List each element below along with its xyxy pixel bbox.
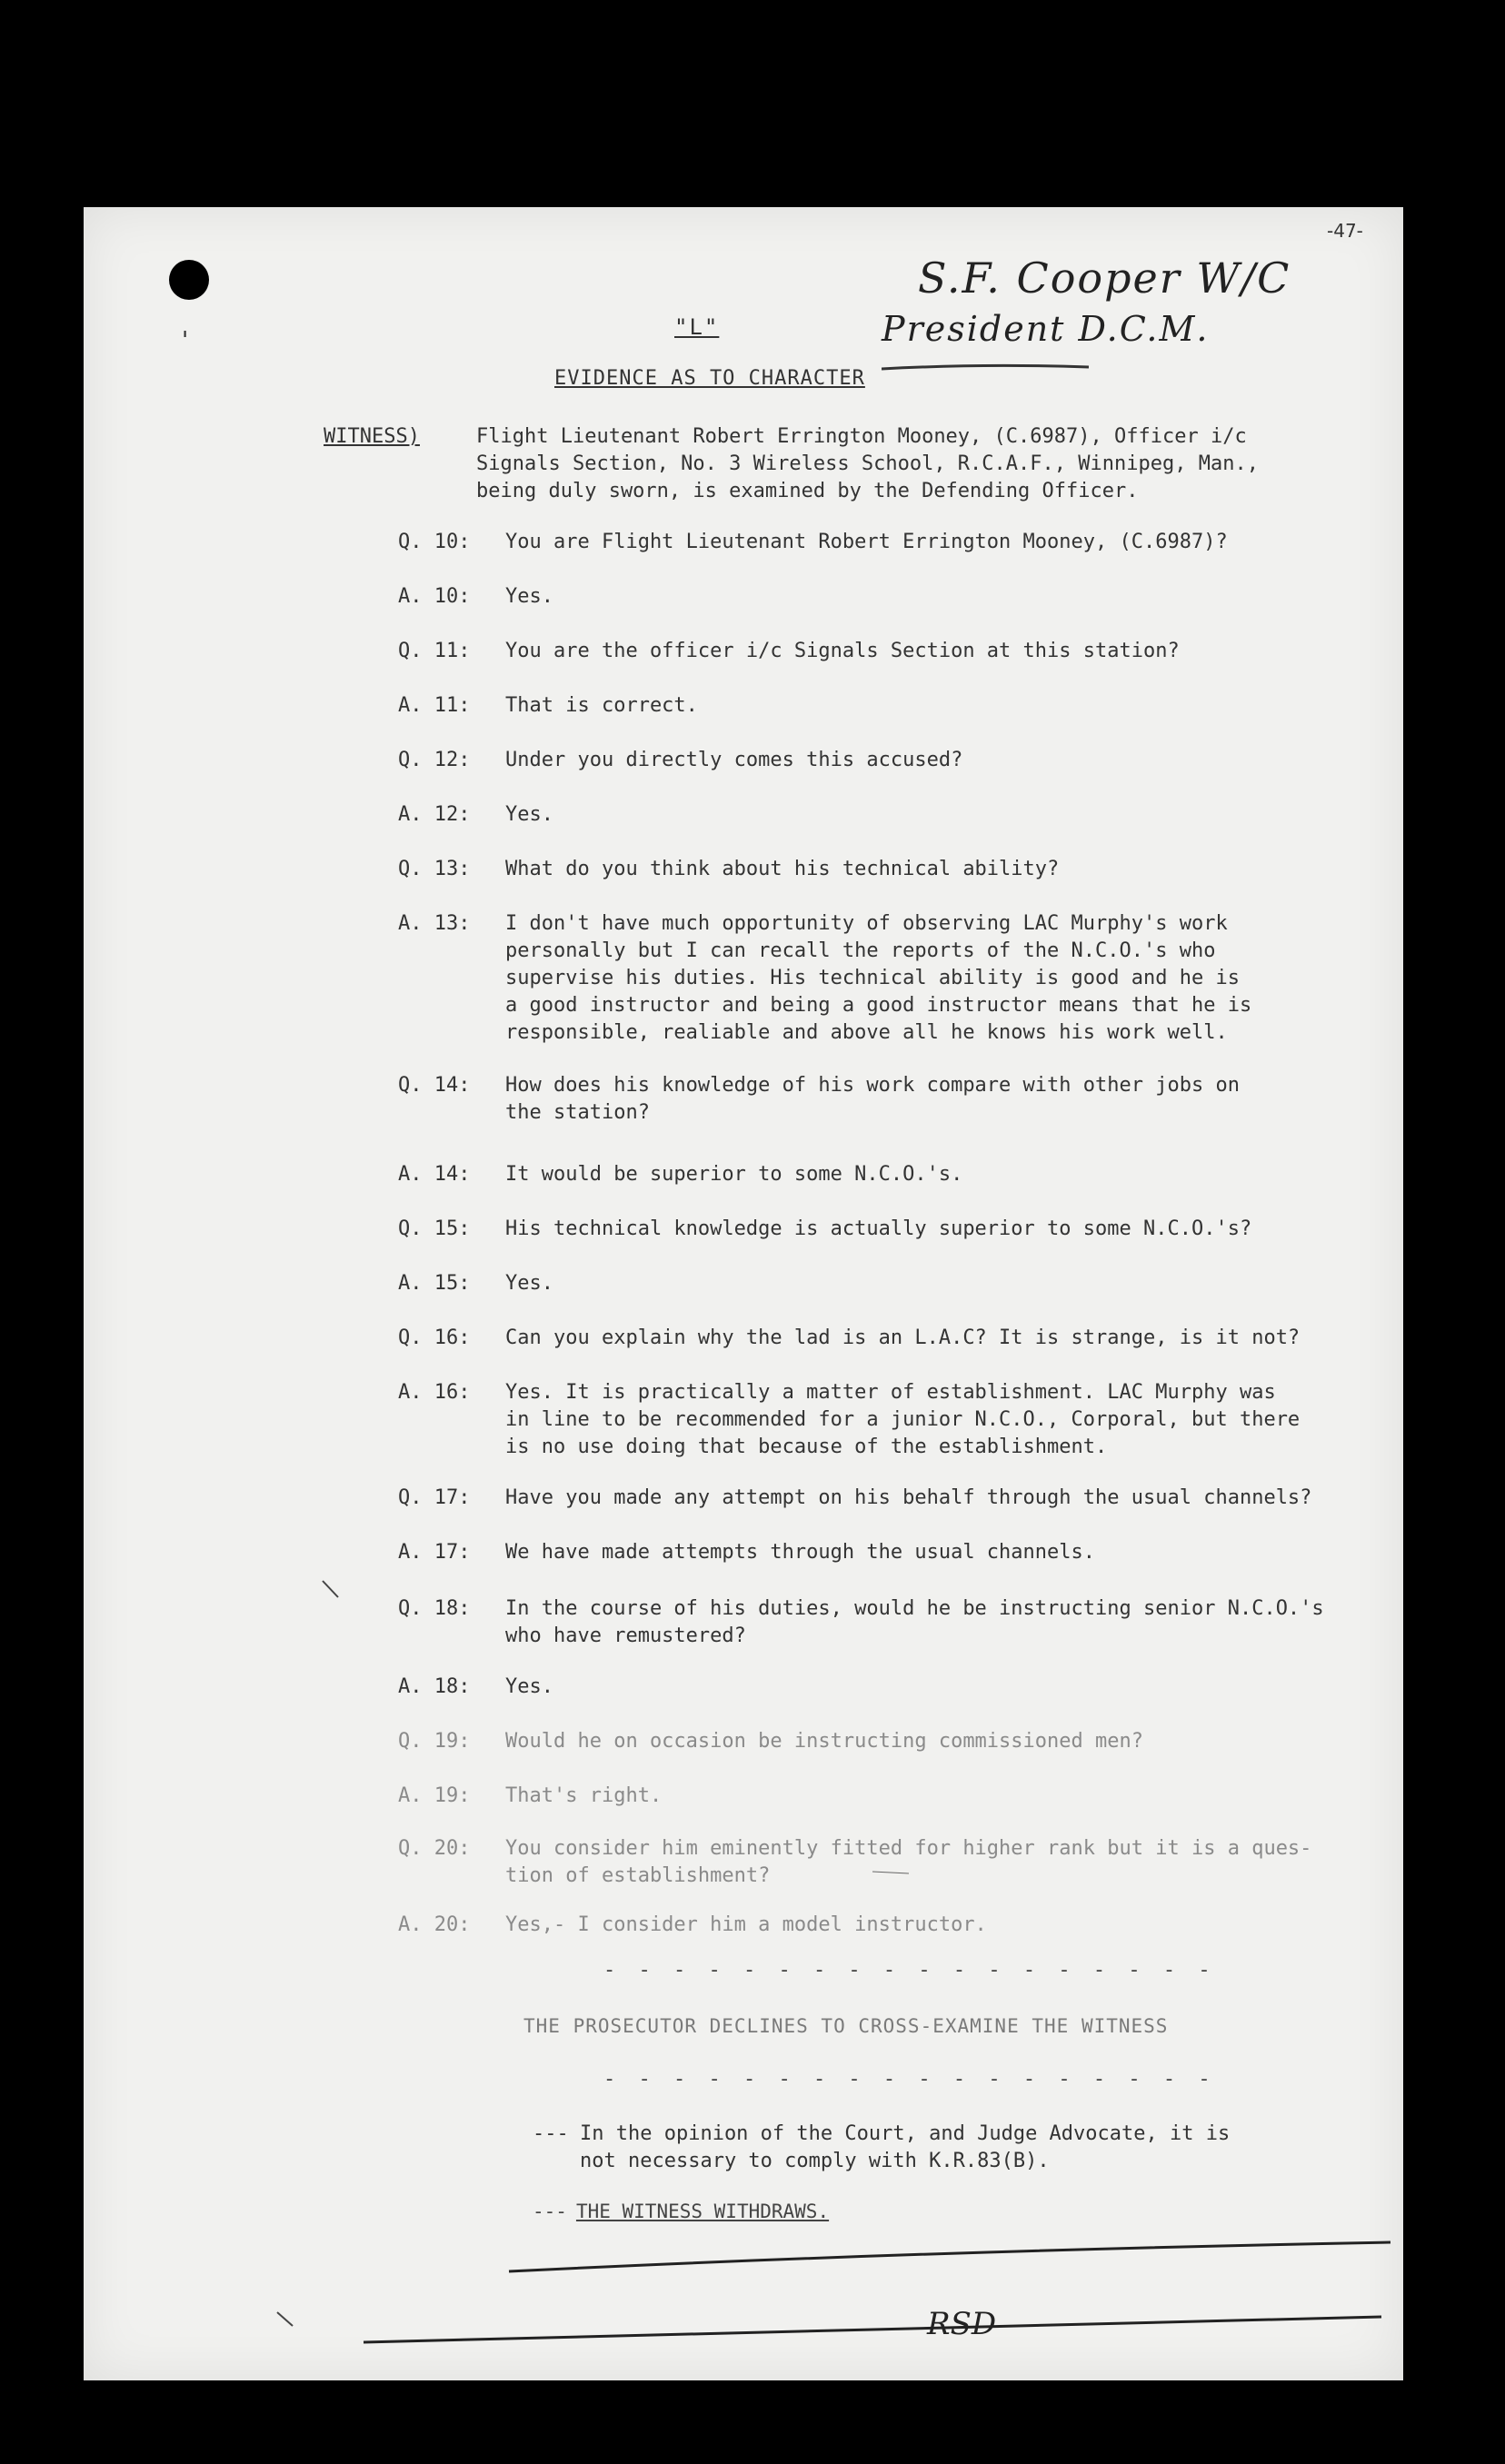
qa-text: Yes. <box>505 585 553 608</box>
qa-label: Q. 18: <box>398 1597 471 1620</box>
qa-text: Under you directly comes this accused? <box>505 749 963 771</box>
document-title: "L" <box>674 314 720 340</box>
qa-text: We have made attempts through the usual channels. <box>505 1541 1096 1564</box>
qa-text: Yes. <box>505 803 553 826</box>
qa-label: A. 19: <box>398 1784 471 1807</box>
qa-label: A. 10: <box>398 585 471 608</box>
qa-label: A. 18: <box>398 1675 471 1698</box>
qa-text: You are Flight Lieutenant Robert Errington Mooney, (C.6987)? <box>505 531 1228 553</box>
page-number: -47- <box>1327 220 1363 242</box>
qa-label: A. 13: <box>398 912 471 935</box>
qa-text: You consider him eminently fitted for higher rank but it is a ques- tion of establishment? <box>505 1837 1312 1887</box>
qa-label: Q. 16: <box>398 1326 471 1349</box>
withdraw-text: THE WITNESS WITHDRAWS. <box>575 2201 830 2222</box>
prosecutor-statement: THE PROSECUTOR DECLINES TO CROSS-EXAMINE THE WITNESS <box>523 2015 1169 2037</box>
qa-text: In the course of his duties, would he be instructing senior N.C.O.'s who have remustered? <box>505 1597 1324 1647</box>
note-dash: --- <box>533 2122 569 2145</box>
president-signature <box>882 253 1390 380</box>
qa-text: Can you explain why the lad is an L.A.C? It is strange, is it not? <box>505 1326 1301 1349</box>
qa-label: Q. 15: <box>398 1217 471 1240</box>
qa-text: His technical knowledge is actually superior to some N.C.O.'s? <box>505 1217 1252 1240</box>
qa-text: Have you made any attempt on his behalf through the usual channels? <box>505 1486 1312 1509</box>
qa-label: Q. 14: <box>398 1074 471 1097</box>
withdraw-dash: --- <box>533 2201 567 2222</box>
witness-description: Flight Lieutenant Robert Errington Mooney, (C.6987), Officer i/c Signals Section, No. 3 Wireless School, R.C.A.F., Winnipeg, Man., being duly sworn, is examined by the Defending Officer. <box>476 425 1259 502</box>
qa-text: How does his knowledge of his work compare with other jobs on the station? <box>505 1074 1240 1124</box>
qa-text: That is correct. <box>505 694 698 717</box>
document-heading: EVIDENCE AS TO CHARACTER <box>554 367 865 390</box>
qa-text: Would he on occasion be instructing commissioned men? <box>505 1730 1143 1753</box>
separator-dashes: - - - - - - - - - - - - - - - - - - <box>603 1959 1216 1982</box>
initials-handwriting: RSD <box>927 2306 997 2342</box>
qa-label: Q. 19: <box>398 1730 471 1753</box>
qa-label: A. 12: <box>398 803 471 826</box>
qa-text: I don't have much opportunity of observing LAC Murphy's work personally but I can recall the reports of the N.C.O.'s who supervise his duties. His technical ability is good and he is a good instructor and being a good instructor means that he is responsible, realiable and above all he knows his work well. <box>505 912 1252 1044</box>
qa-label: A. 11: <box>398 694 471 717</box>
qa-label: A. 14: <box>398 1163 471 1186</box>
qa-label: Q. 10: <box>398 531 471 553</box>
qa-label: A. 20: <box>398 1913 471 1936</box>
note-text: In the opinion of the Court, and Judge Advocate, it is not necessary to comply with K.R.83(B). <box>580 2122 1231 2172</box>
qa-label: Q. 13: <box>398 858 471 880</box>
signature-underline <box>882 362 1091 373</box>
qa-text: What do you think about his technical ability? <box>505 858 1060 880</box>
margin-mark: ' <box>182 327 189 354</box>
qa-text: That's right. <box>505 1784 663 1807</box>
signature-handwriting <box>882 253 1291 354</box>
qa-text: Yes. It is practically a matter of establishment. LAC Murphy was in line to be recommended for a junior N.C.O., Corporal, but there is no use doing that because of the establishment. <box>505 1381 1301 1458</box>
punch-hole <box>169 260 209 300</box>
qa-text: It would be superior to some N.C.O.'s. <box>505 1163 963 1186</box>
qa-label: A. 15: <box>398 1272 471 1295</box>
separator-dashes: - - - - - - - - - - - - - - - - - - <box>603 2068 1216 2091</box>
witness-label: WITNESS) <box>324 425 420 448</box>
qa-text: Yes. <box>505 1675 553 1698</box>
qa-text: You are the officer i/c Signals Section at this station? <box>505 640 1180 662</box>
qa-label: Q. 12: <box>398 749 471 771</box>
qa-text: Yes,- I consider him a model instructor. <box>505 1913 987 1936</box>
qa-text: Yes. <box>505 1272 553 1295</box>
qa-label: A. 16: <box>398 1381 471 1404</box>
signature-line-2: President D.C.M. <box>882 309 1210 349</box>
signature-line-1: S.F. Cooper W/C <box>918 253 1291 303</box>
witness-withdraws <box>533 2201 829 2222</box>
qa-label: Q. 11: <box>398 640 471 662</box>
qa-label: A. 17: <box>398 1541 471 1564</box>
qa-label: Q. 17: <box>398 1486 471 1509</box>
qa-label: Q. 20: <box>398 1837 471 1860</box>
